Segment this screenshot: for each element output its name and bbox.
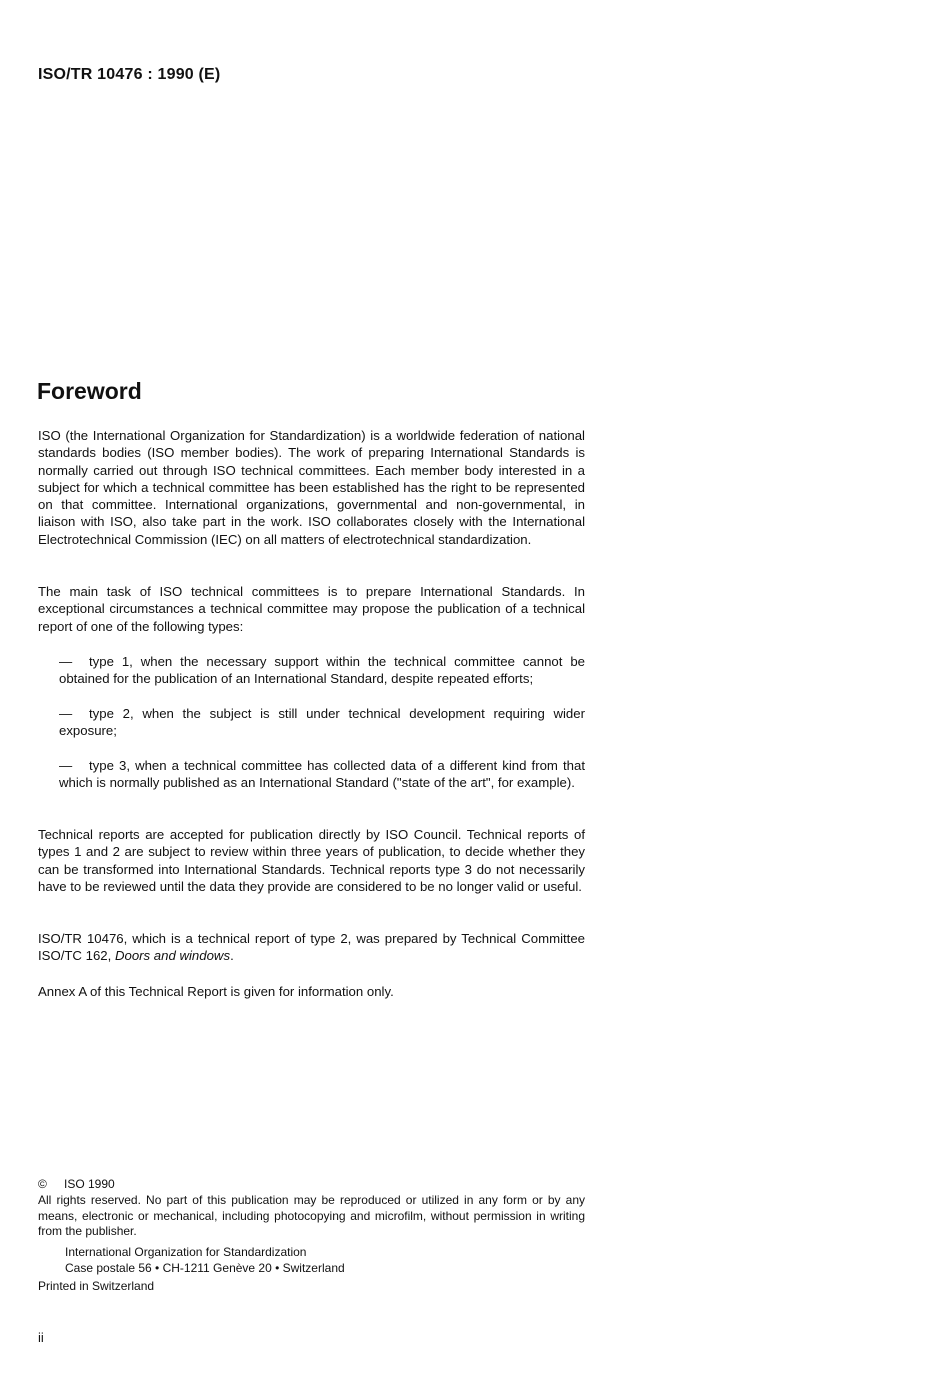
- organization-name: International Organization for Standardization: [65, 1245, 307, 1259]
- list-item-type-3: [59, 757, 585, 792]
- foreword-paragraph-3: Technical reports are accepted for publication directly by ISO Council. Technical reports of types 1 and 2 are subject to review within three years of publication, to decide whether they can be transformed into International Standards. Technical reports type 3 do not necessarily have to be reviewed until the data they provide are considered to be no longer valid or useful.: [38, 827, 585, 894]
- foreword-paragraph-5: Annex A of this Technical Report is given for information only.: [38, 984, 394, 999]
- copyright-icon: ©: [38, 1177, 47, 1191]
- standard-identifier: ISO/TR 10476 : 1990 (E): [38, 66, 221, 83]
- list-item-type-1: [59, 653, 585, 688]
- list-item-text: type 1, when the necessary support within the technical committee cannot be obtained for the publication of an International Standard, despite repeated efforts;: [59, 654, 585, 687]
- list-item-type-2: [59, 705, 585, 740]
- copyright-text: ISO 1990: [64, 1177, 115, 1191]
- printed-in: Printed in Switzerland: [38, 1279, 155, 1293]
- organization-address: Case postale 56 • CH-1211 Genève 20 • Switzerland: [65, 1261, 345, 1275]
- list-dash: —: [59, 758, 73, 773]
- foreword-paragraph-1: ISO (the International Organization for Standardization) is a worldwide federation of national standards bodies (ISO member bodies). The work of preparing International Standards is normally carried out through ISO technical committees. Each member body interested in a subject for which a technical committee has been established has the right to be represented on that committee. International organizations, governmental and non-governmental, in liaison with ISO, also take part in the work. ISO collaborates closely with the International Electrotechnical Commission (IEC) on all matters of electrotechnical standardization.: [38, 428, 585, 547]
- list-dash: —: [59, 654, 73, 669]
- list-item-text: type 2, when the subject is still under technical development requiring wider exposure;: [59, 706, 585, 739]
- foreword-paragraph-4: [38, 930, 585, 965]
- foreword-paragraph-2: The main task of ISO technical committees is to prepare International Standards. In exceptional circumstances a technical committee may propose the publication of a technical report of one of the following types:: [38, 584, 585, 634]
- organization-block: [65, 1244, 345, 1276]
- foreword-heading: Foreword: [37, 378, 142, 404]
- page-number: ii: [38, 1330, 44, 1345]
- copyright-line: [38, 1177, 115, 1191]
- list-item-text: type 3, when a technical committee has collected data of a different kind from that which is normally published as an International Standard ("state of the art", for example).: [59, 758, 585, 791]
- rights-notice: All rights reserved. No part of this publication may be reproduced or utilized in any form or by any means, electronic or mechanical, including photocopying and microfilm, without permission in writing from the publisher.: [38, 1193, 585, 1239]
- paragraph-4-end: .: [230, 948, 234, 964]
- committee-title: Doors and windows: [114, 948, 231, 964]
- list-dash: —: [59, 706, 73, 721]
- paragraph-4-text: ISO/TR 10476, which is a technical report of type 2, was prepared by Technical Committee ISO/TC 162,: [38, 931, 585, 964]
